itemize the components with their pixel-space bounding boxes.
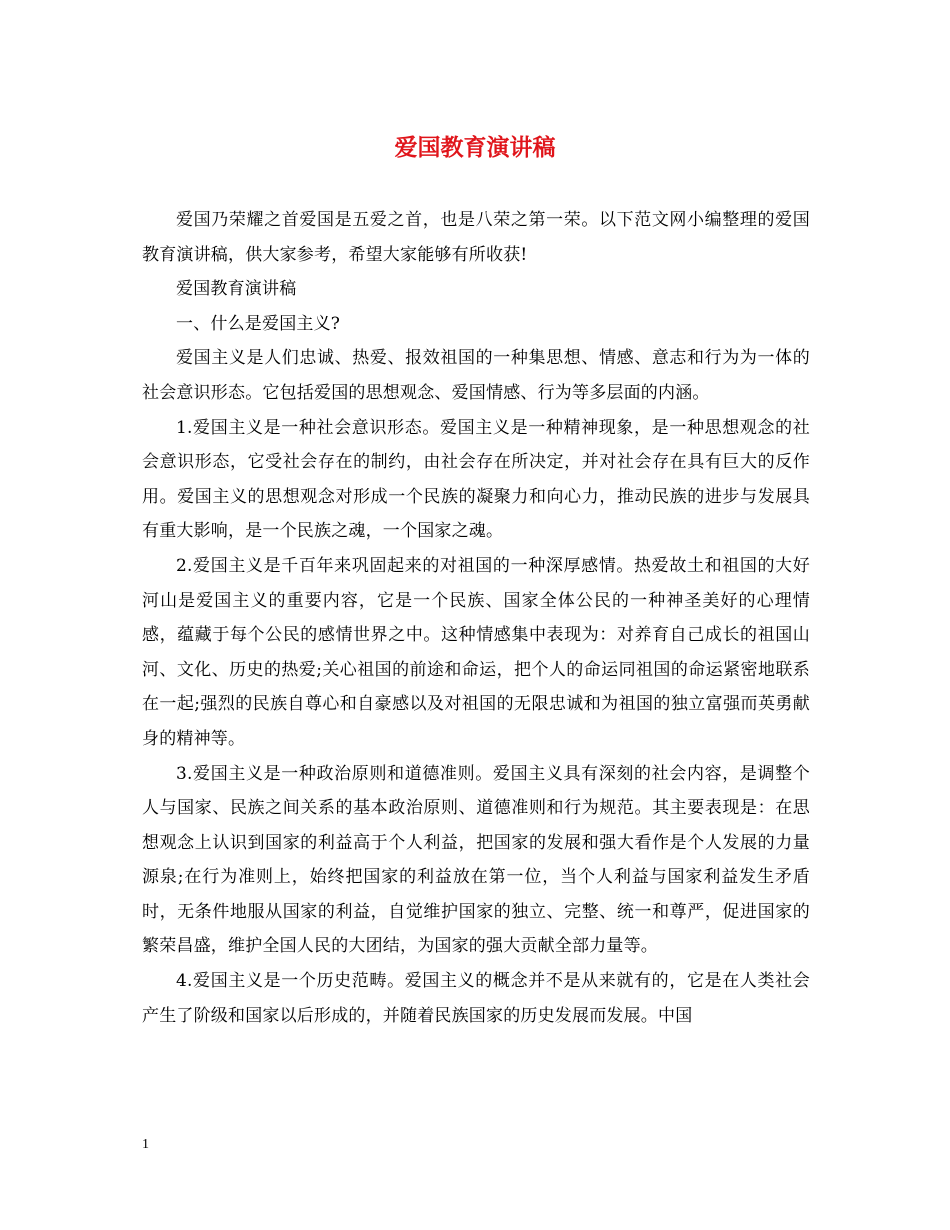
document-body [142,203,810,1033]
paragraph-point-4: 4.爱国主义是一个历史范畴。爱国主义的概念并不是从来就有的，它是在人类社会产生了阶级和国家以后形成的，并随着民族国家的历史发展而发展。中国 [142,971,810,1026]
paragraph-point-1: 1.爱国主义是一种社会意识形态。爱国主义是一种精神现象，是一种思想观念的社会意识形态，它受社会存在的制约，由社会存在所决定，并对社会存在具有巨大的反作用。爱国主义的思想观念对形成一个民族的凝聚力和向心力，推动民族的进步与发展具有重大影响，是一个民族之魂，一个国家之魂。 [142,417,810,542]
section-heading: 一、什么是爱国主义? [176,313,341,334]
document-title: 爱国教育演讲稿 [394,134,556,161]
page-number: 1 [142,1137,149,1152]
paragraph-subtitle: 爱国教育演讲稿 [176,279,297,300]
paragraph-intro: 爱国乃荣耀之首爱国是五爱之首，也是八荣之第一荣。以下范文网小编整理的爱国教育演讲稿，供大家参考，希望大家能够有所收获! [142,210,810,265]
paragraph-point-2: 2.爱国主义是千百年来巩固起来的对祖国的一种深厚感情。热爱故土和祖国的大好河山是爱国主义的重要内容，它是一个民族、国家全体公民的一种神圣美好的心理情感，蕴藏于每个公民的感情世界之中。这种情感集中表现为：对养育自己成长的祖国山河、文化、历史的热爱;关心祖国的前途和命运，把个人的命运同祖国的命运紧密地联系在一起;强烈的民族自尊心和自豪感以及对祖国的无限忠诚和为祖国的独立富强而英勇献身的精神等。 [142,555,810,749]
paragraph-point-3: 3.爱国主义是一种政治原则和道德准则。爱国主义具有深刻的社会内容，是调整个人与国家、民族之间关系的基本政治原则、道德准则和行为规范。其主要表现是：在思想观念上认识到国家的利益高于个人利益，把国家的发展和强大看作是个人发展的力量源泉;在行为准则上，始终把国家的利益放在第一位，当个人利益与国家利益发生矛盾时，无条件地服从国家的利益，自觉维护国家的独立、完整、统一和尊严，促进国家的繁荣昌盛，维护全国人民的大团结，为国家的强大贡献全部力量等。 [142,763,810,957]
paragraph-definition: 爱国主义是人们忠诚、热爱、报效祖国的一种集思想、情感、意志和行为为一体的社会意识形态。它包括爱国的思想观念、爱国情感、行为等多层面的内涵。 [142,348,810,403]
